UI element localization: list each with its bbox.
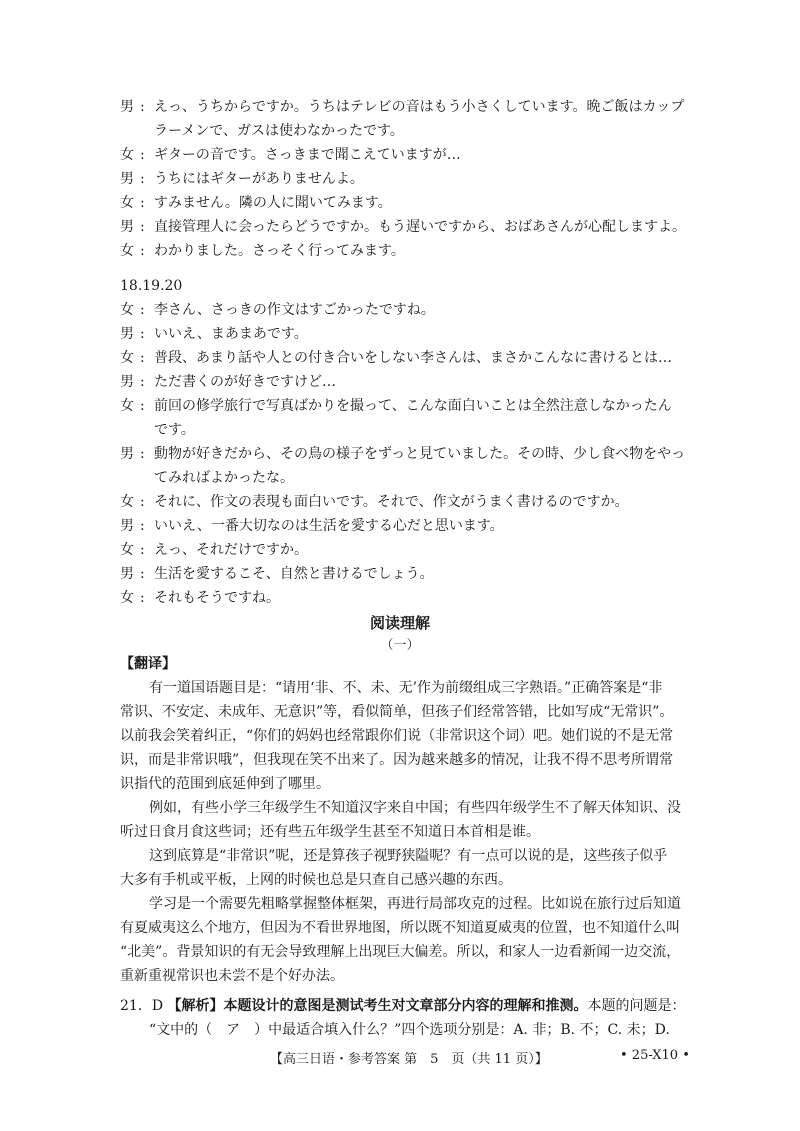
paragraph-line: 这到底算是“非常识”呢，还是算孩子视野狭隘呢？有一点可以说的是，这些孩子似乎	[149, 848, 668, 864]
paragraph-line: 学习是一个需要先粗略掌握整体框架，再进行局部攻克的过程。比如说在旅行过后知道	[149, 896, 681, 912]
question-numbers: 18.19.20	[120, 278, 183, 294]
dialogue-line: 女 : えっ、それだけですか。	[120, 542, 308, 558]
dialogue-line: 女 : 李さん、さっきの作文はすごかったですね。	[120, 302, 435, 318]
dialogue-line: 男 : ただ書くのが好きですけど…	[120, 374, 336, 390]
dialogue-line: 男 : いいえ、まあまあです。	[120, 326, 308, 342]
dialogue-line-cont: てみればよかったな。	[154, 470, 294, 486]
dialogue-line: 女 : ギターの音です。さっきまで聞こえていますが…	[120, 147, 461, 163]
paragraph-line: 识，而是非常识哦”，但我现在笑不出来了。因为越来越多的情况，让我不得不思考所谓常	[120, 752, 674, 768]
paragraph-line: “北美”。背景知识的有无会导致理解上出现巨大偏差。所以，和家人一边看新闻一边交流，	[120, 944, 681, 960]
dialogue-line: 女 : それに、作文の表現も面白いです。それで、作文がうまく書けるのですか。	[120, 494, 629, 510]
paper-code: • 25-X10 •	[620, 1048, 690, 1063]
dialogue-line-cont: です。	[154, 422, 195, 438]
paragraph-line: 有夏威夷这么个地方，但因为不看世界地图，所以既不知道夏威夷的位置，也不知道什么叫	[120, 920, 680, 936]
translation-label: 【翻译】	[120, 656, 176, 672]
paragraph-line: 常识、不安定、未成年、无意识”等，看似简单，但孩子们经常答错，比如写成“无常识”。	[120, 704, 674, 720]
paragraph-line: 重新重视常识也未尝不是个好办法。	[120, 968, 344, 984]
dialogue-line: 女 : 普段、あまり話や人との付き合いをしない李さんは、まさかこんなに書けるとは…	[120, 350, 672, 366]
page-footer: 【高三日语・参考答案 第 5 页（共 11 页）】	[270, 1052, 548, 1067]
dialogue-line: 男 : いいえ、一番大切なのは生活を愛する心だと思います。	[120, 518, 504, 534]
dialogue-line: 男 : 生活を愛するこそ、自然と書けるでしょう。	[120, 566, 434, 582]
section-heading: 阅读理解	[369, 614, 430, 632]
answer-explanation-cont: “文中的（ ア ）中最适合填入什么？”四个选项分别是：A. 非；B. 不；C. 未；D.	[149, 1022, 670, 1038]
paragraph-line: 以前我会笑着纠正，“你们的妈妈也经常跟你们说（非常识这个词）吧。她们说的不是无常	[120, 728, 674, 744]
dialogue-line: 男 : うちにはギターがありませんよ。	[120, 171, 364, 187]
paragraph-line: 例如，有些小学三年级学生不知道汉字来自中国；有些四年级学生不了解天体知识、没	[149, 800, 681, 816]
dialogue-line-cont: ラーメンで、ガスは使わなかったです。	[154, 123, 404, 139]
section-subheading: （一）	[380, 638, 420, 653]
dialogue-line: 男 : 動物が好きだから、その鳥の様子をずっと見ていました。その時、少し食べ物をやっ	[120, 446, 686, 462]
paragraph-line: 大多有手机或平板，上网的时候也总是只查自己感兴趣的东西。	[120, 872, 512, 888]
dialogue-line: 男 : 直接管理人に会ったらどうですか。もう遅いですから、おばあさんが心配しますよ。	[120, 219, 686, 235]
dialogue-line: 女 : わかりました。さっそく行ってみます。	[120, 243, 405, 259]
dialogue-line: 男 : えっ、うちからですか。うちはテレビの音はもう小さくしています。晩ご飯はカップ	[120, 99, 685, 115]
answer-explanation: 21．D 【解析】本题设计的意图是测试考生对文章部分内容的理解和推测。本题的问题是：	[120, 998, 686, 1014]
dialogue-line: 女 : それもそうですね。	[120, 590, 280, 606]
paragraph-line: 识指代的范围到底延伸到了哪里。	[120, 776, 330, 792]
dialogue-line: 女 : 前回の修学旅行で写真ばかりを撮って、こんな面白いことは全然注意しなかったん	[120, 398, 672, 414]
paragraph-line: 听过日食月食这些词；还有些五年级学生甚至不知道日本首相是谁。	[120, 824, 540, 840]
paragraph-line: 有一道国语题目是：“请用‘非、不、未、无’作为前缀组成三字熟语。”正确答案是“非	[149, 680, 663, 696]
dialogue-line: 女 : すみません。隣の人に聞いてみます。	[120, 195, 392, 211]
